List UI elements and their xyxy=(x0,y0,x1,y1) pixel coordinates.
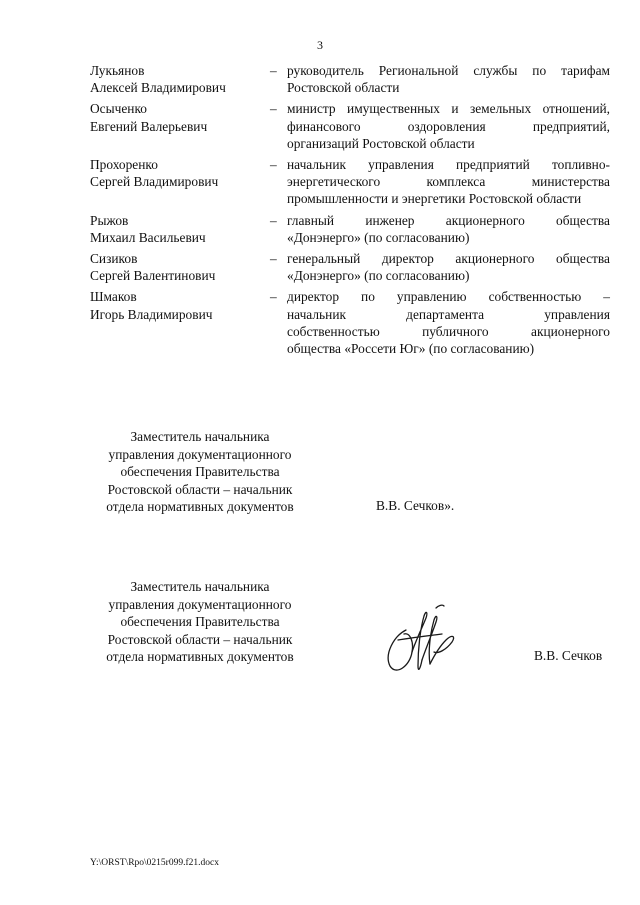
title-line: отдела нормативных документов xyxy=(106,649,294,664)
member-role xyxy=(287,212,610,246)
member-given-name: Сергей Валентинович xyxy=(90,268,216,284)
member-given-name: Сергей Владимирович xyxy=(90,174,219,190)
role-line: главный инженер акционерного общества xyxy=(287,212,610,228)
title-line: Ростовской области – начальник xyxy=(107,481,293,497)
title-line: Заместитель начальника xyxy=(130,429,270,444)
member-name xyxy=(90,250,270,284)
title-line: обеспечения Правительства xyxy=(120,614,280,629)
signature-block-title xyxy=(90,578,310,666)
handwritten-signature xyxy=(376,600,464,680)
title-line: управления документационного xyxy=(108,446,292,462)
member-given-name: Михаил Васильевич xyxy=(90,229,206,245)
role-line: общества «Россети Юг» (по согласованию) xyxy=(287,341,535,357)
member-role xyxy=(287,288,610,357)
member-row xyxy=(90,288,610,357)
role-line: министр имущественных и земельных отношений, xyxy=(287,101,610,117)
member-given-name: Алексей Владимирович xyxy=(90,80,226,96)
member-name xyxy=(90,62,270,96)
member-surname: Шмаков xyxy=(90,289,137,305)
role-line: энергетического комплекса министерства xyxy=(287,174,610,190)
role-line: генеральный директор акционерного общества xyxy=(287,251,610,267)
member-row xyxy=(90,156,610,208)
member-dash: – xyxy=(270,63,277,78)
page-number: 3 xyxy=(317,38,323,52)
title-line: управления документационного xyxy=(108,596,292,612)
role-line: директор по управлению собственностью – xyxy=(287,289,610,305)
member-surname: Рыжов xyxy=(90,212,129,228)
signatory-name: В.В. Сечков». xyxy=(376,498,455,513)
member-dash: – xyxy=(270,101,277,117)
member-row xyxy=(90,212,610,246)
document-file-path: Y:\ORST\Rpo\0215r099.f21.docx xyxy=(90,858,219,868)
member-dash: – xyxy=(270,212,277,228)
member-name xyxy=(90,212,270,246)
member-dash: – xyxy=(270,251,277,267)
member-surname: Осыченко xyxy=(90,101,147,117)
role-line: организаций Ростовской области xyxy=(287,135,475,151)
member-role xyxy=(287,100,610,152)
role-line: руководитель Региональной службы по тарифам xyxy=(287,63,610,78)
signatory-name: В.В. Сечков xyxy=(534,648,603,663)
member-role xyxy=(287,156,610,208)
member-surname: Сизиков xyxy=(90,251,138,267)
member-given-name: Евгений Валерьевич xyxy=(90,118,208,134)
member-surname: Лукьянов xyxy=(90,63,145,78)
role-line: Ростовской области xyxy=(287,80,400,96)
member-given-name: Игорь Владимирович xyxy=(90,306,213,322)
role-line: собственностью публичного акционерного xyxy=(287,323,610,339)
member-row xyxy=(90,62,610,96)
signature-block-title xyxy=(90,428,310,516)
title-line: Заместитель начальника xyxy=(130,579,270,594)
member-row xyxy=(90,250,610,284)
member-name xyxy=(90,288,270,357)
member-surname: Прохоренко xyxy=(90,157,158,173)
role-line: промышленности и энергетики Ростовской области xyxy=(287,191,582,207)
member-role xyxy=(287,62,610,96)
member-name xyxy=(90,156,270,208)
title-line: обеспечения Правительства xyxy=(120,464,280,479)
role-line: «Донэнерго» (по согласованию) xyxy=(287,268,470,284)
member-row xyxy=(90,100,610,152)
member-name xyxy=(90,100,270,152)
member-role xyxy=(287,250,610,284)
role-line: начальник управления предприятий топливно- xyxy=(287,157,610,173)
role-line: начальник департамента управления xyxy=(287,306,610,322)
role-line: «Донэнерго» (по согласованию) xyxy=(287,229,470,245)
role-line: финансового оздоровления предприятий, xyxy=(287,118,610,134)
member-dash: – xyxy=(270,157,277,173)
commission-member-list xyxy=(90,62,610,361)
member-dash: – xyxy=(270,289,277,305)
title-line: Ростовской области – начальник xyxy=(107,631,293,647)
title-line: отдела нормативных документов xyxy=(106,499,294,514)
